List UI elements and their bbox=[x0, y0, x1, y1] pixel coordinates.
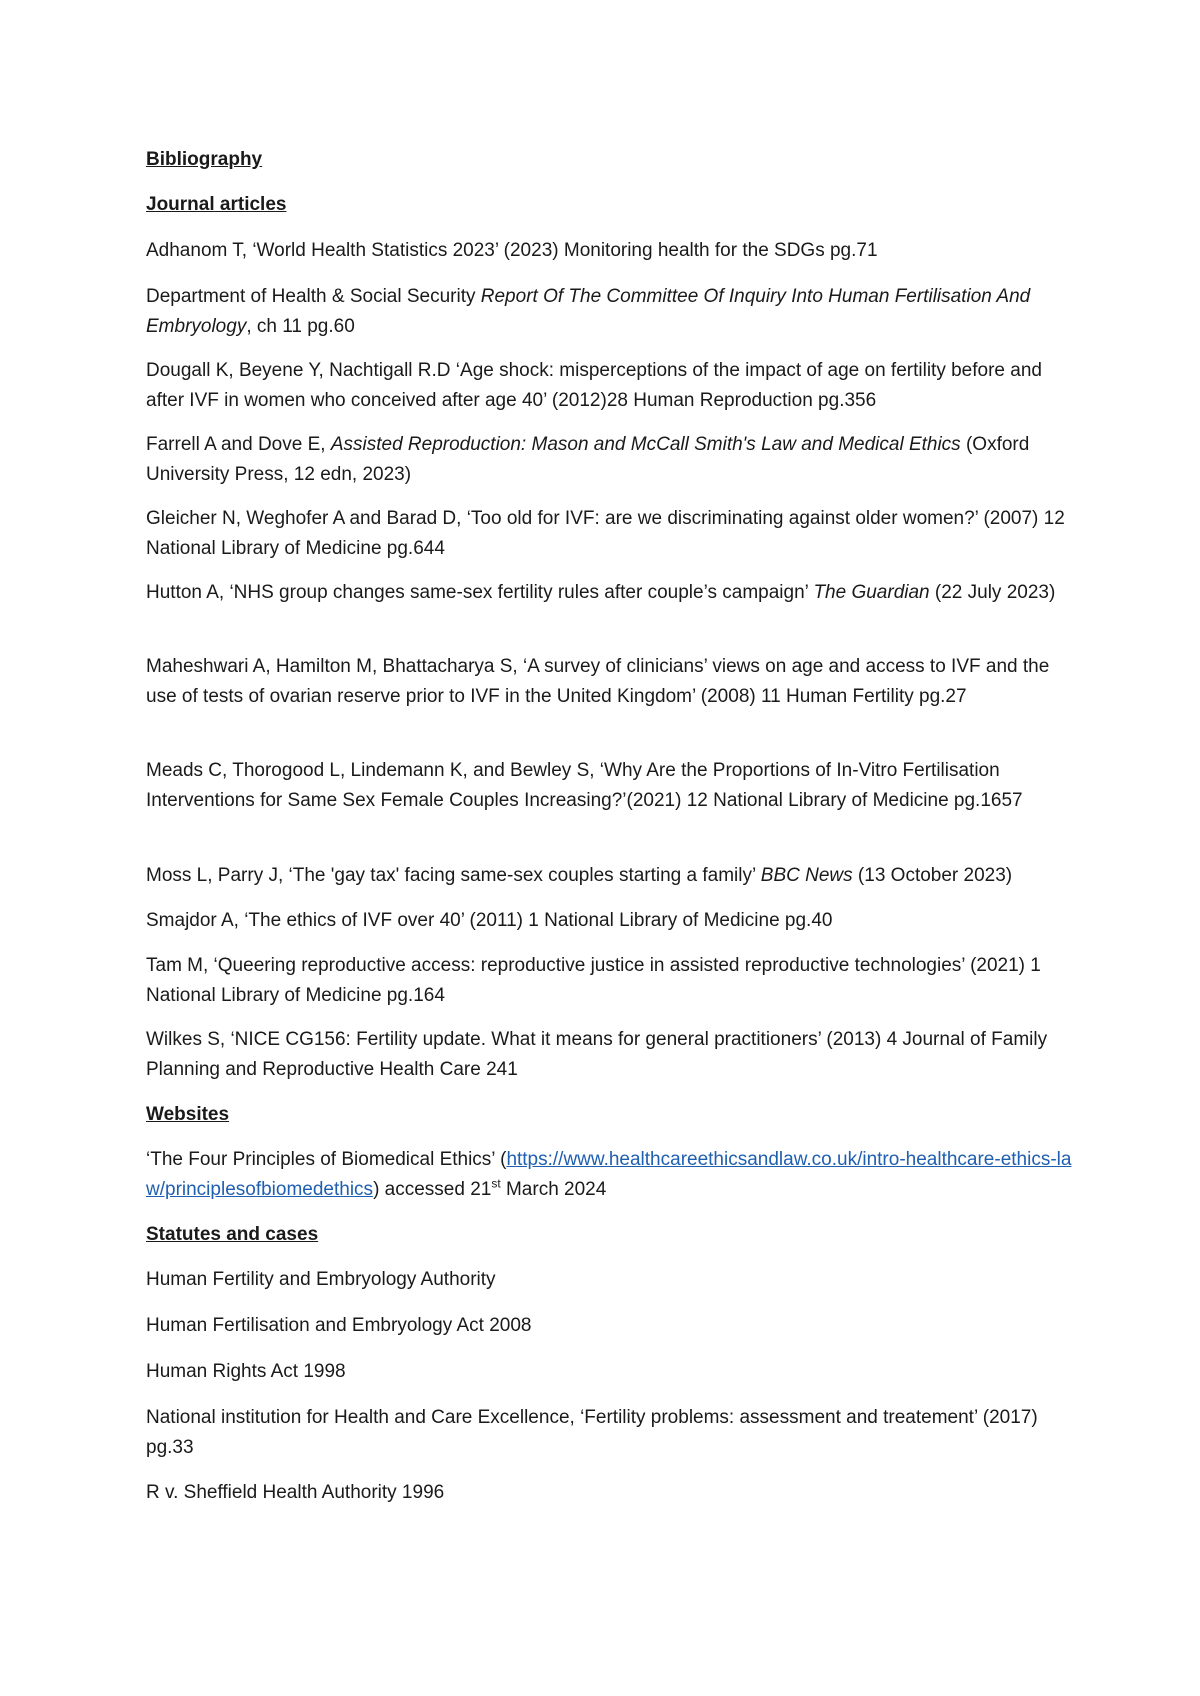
entry-text: Smajdor A, ‘The ethics of IVF over 40’ (2011) 1 National Library of Medicine pg.40 bbox=[146, 910, 833, 931]
entry-title: The Guardian bbox=[813, 582, 930, 603]
statute-entry bbox=[146, 1265, 1076, 1295]
website-link[interactable]: https://www.healthcareethicsandlaw.co.uk/intro-healthcare-ethics-law/principlesofbiomedethics bbox=[146, 1149, 1072, 1200]
entry-text: ) accessed 21 bbox=[373, 1178, 492, 1200]
journal-articles-heading: Journal articles bbox=[146, 194, 287, 215]
entry-title: Assisted Reproduction: Mason and McCall Smith's Law and Medical Ethics bbox=[330, 434, 961, 455]
websites-heading: Websites bbox=[146, 1104, 230, 1125]
journal-entry bbox=[146, 356, 1076, 415]
entry-text: R v. Sheffield Health Authority 1996 bbox=[146, 1482, 445, 1503]
entry-text: Adhanom T, ‘World Health Statistics 2023’ (2023) Monitoring health for the SDGs pg.71 bbox=[146, 240, 878, 261]
entry-text: Dougall K, Beyene Y, Nachtigall R.D ‘Age shock: misperceptions of the impact of age on fertility before and after IVF in women who conceived after age 40’ (2012)28 Human Reproduction pg.356 bbox=[146, 360, 1042, 411]
journal-entry bbox=[146, 504, 1076, 563]
entry-text: Meads C, Thorogood L, Lindemann K, and Bewley S, ‘Why Are the Proportions of In-Vitro Fertilisation Interventions for Same Sex Female Couples Increasing?’(2021) 12 National Library of Medicine pg.1657 bbox=[146, 760, 1023, 811]
statute-entry bbox=[146, 1357, 1076, 1387]
journal-entry bbox=[146, 652, 1076, 711]
journal-entry bbox=[146, 906, 1076, 936]
journal-entry bbox=[146, 430, 1076, 489]
statute-entry bbox=[146, 1403, 1076, 1462]
entry-title: Report Of The Committee Of Inquiry Into Human Fertilisation And Embryology bbox=[146, 286, 1031, 337]
journal-entry bbox=[146, 578, 1076, 608]
entry-text: Moss L, Parry J, ‘The 'gay tax' facing same-sex couples starting a family’ bbox=[146, 865, 761, 886]
entry-text: ‘The Four Principles of Biomedical Ethics’ ( bbox=[146, 1149, 507, 1170]
entry-title: BBC News bbox=[760, 865, 853, 886]
journal-entry bbox=[146, 756, 1076, 815]
entry-text: Human Fertility and Embryology Authority bbox=[146, 1269, 496, 1290]
entry-text: (13 October 2023) bbox=[852, 865, 1013, 886]
journal-entry bbox=[146, 1025, 1076, 1084]
statute-entry bbox=[146, 1478, 1076, 1508]
entry-text: March 2024 bbox=[500, 1178, 607, 1200]
journal-entry bbox=[146, 236, 1076, 266]
entry-text: Farrell A and Dove E, bbox=[146, 434, 331, 455]
ordinal-suffix: st bbox=[491, 1176, 501, 1191]
entry-text: Maheshwari A, Hamilton M, Bhattacharya S, ‘A survey of clinicians’ views on age and access to IVF and the use of tests of ovarian reserve prior to IVF in the United Kingdom’ (2008) 11 Human Fertility pg.27 bbox=[146, 656, 1050, 707]
entry-text: (22 July 2023) bbox=[929, 582, 1056, 603]
entry-text: Gleicher N, Weghofer A and Barad D, ‘Too old for IVF: are we discriminating against older women?’ (2007) 12 National Library of Medicine pg.644 bbox=[146, 508, 1065, 559]
journal-entry bbox=[146, 282, 1076, 341]
entry-text: Tam M, ‘Queering reproductive access: reproductive justice in assisted reproductive technologies’ (2021) 1 National Library of Medicine pg.164 bbox=[146, 955, 1041, 1006]
journal-entry bbox=[146, 951, 1076, 1010]
entry-text: Human Fertilisation and Embryology Act 2008 bbox=[146, 1315, 532, 1336]
bibliography-heading: Bibliography bbox=[146, 149, 263, 170]
statute-entry bbox=[146, 1311, 1076, 1341]
entry-text: Hutton A, ‘NHS group changes same-sex fertility rules after couple’s campaign’ bbox=[146, 582, 814, 603]
entry-text: National institution for Health and Care Excellence, ‘Fertility problems: assessment and treatement’ (2017) pg.33 bbox=[146, 1407, 1038, 1458]
entry-text: (Oxford University Press, 12 edn, 2023) bbox=[146, 434, 1030, 485]
entry-text: , ch 11 pg.60 bbox=[246, 315, 355, 337]
journal-entry bbox=[146, 861, 1076, 891]
entry-text: Department of Health & Social Security bbox=[146, 286, 481, 307]
statutes-heading: Statutes and cases bbox=[146, 1224, 319, 1245]
website-entry bbox=[146, 1145, 1076, 1204]
entry-text: Human Rights Act 1998 bbox=[146, 1361, 346, 1382]
entry-text: Wilkes S, ‘NICE CG156: Fertility update. What it means for general practitioners’ (2013) 4 Journal of Family Planning and Reproductive Health Care 241 bbox=[146, 1029, 1048, 1080]
